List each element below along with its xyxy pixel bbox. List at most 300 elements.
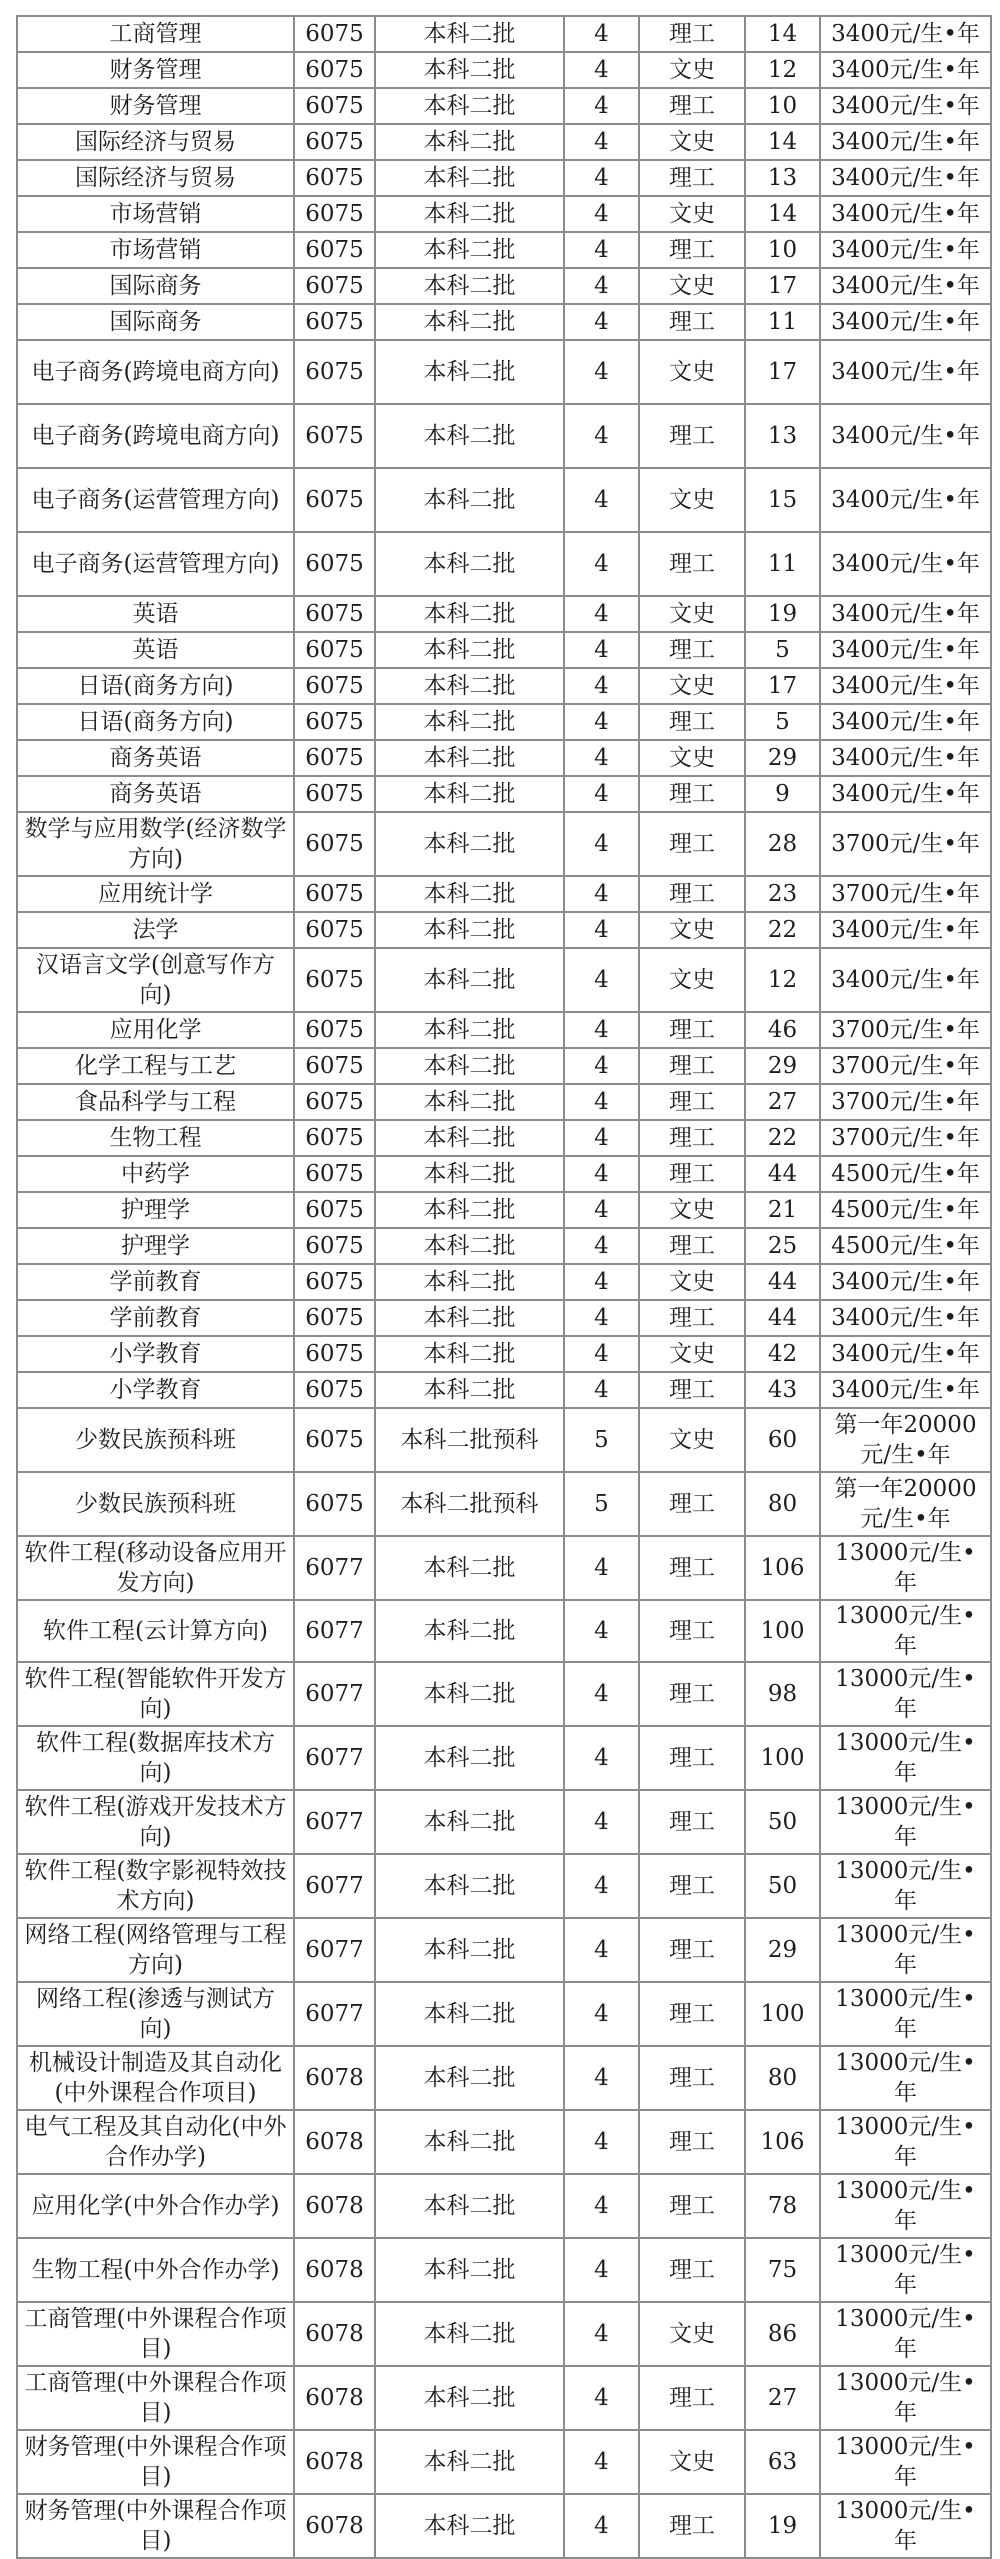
duration-years-cell: 4 [564,1084,639,1120]
duration-years-cell: 4 [564,596,639,632]
table-row [17,1300,991,1336]
duration-years-cell: 4 [564,304,639,340]
admission-batch-cell: 本科二批 [375,1536,564,1600]
tuition-fee-cell: 4500元/生•年 [820,1228,991,1264]
enrollment-count-cell: 17 [745,268,820,304]
admission-batch-cell: 本科二批 [375,2110,564,2174]
enrollment-count-cell: 10 [745,88,820,124]
table-row [17,52,991,88]
major-name-cell: 财务管理 [17,88,294,124]
major-name-cell: 电子商务(跨境电商方向) [17,404,294,468]
major-name-cell: 电子商务(运营管理方向) [17,468,294,532]
table-row [17,1228,991,1264]
tuition-fee-cell: 3400元/生•年 [820,468,991,532]
enrollment-count-cell: 100 [745,1982,820,2046]
enrollment-count-cell: 11 [745,532,820,596]
major-name-cell: 小学教育 [17,1372,294,1408]
admission-batch-cell: 本科二批 [375,2494,564,2558]
enrollment-count-cell: 80 [745,1472,820,1536]
admission-batch-cell: 本科二批 [375,1854,564,1918]
duration-years-cell: 4 [564,2046,639,2110]
major-name-cell: 商务英语 [17,776,294,812]
tuition-fee-cell: 3400元/生•年 [820,268,991,304]
duration-years-cell: 4 [564,812,639,876]
tuition-fee-cell: 13000元/生•年 [820,2110,991,2174]
duration-years-cell: 4 [564,740,639,776]
duration-years-cell: 4 [564,2302,639,2366]
admission-batch-cell: 本科二批 [375,232,564,268]
enrollment-count-cell: 44 [745,1300,820,1336]
major-name-cell: 生物工程(中外合作办学) [17,2238,294,2302]
major-name-cell: 软件工程(数据库技术方向) [17,1726,294,1790]
duration-years-cell: 4 [564,2238,639,2302]
program-code-cell: 6077 [294,1790,375,1854]
enrollment-count-cell: 9 [745,776,820,812]
program-code-cell: 6075 [294,160,375,196]
table-row [17,812,991,876]
table-row [17,2494,991,2558]
tuition-fee-cell: 3400元/生•年 [820,52,991,88]
duration-years-cell: 4 [564,1156,639,1192]
program-code-cell: 6077 [294,1600,375,1662]
program-code-cell: 6075 [294,776,375,812]
major-name-cell: 英语 [17,632,294,668]
subject-category-cell: 理工 [639,1120,745,1156]
enrollment-count-cell: 43 [745,1372,820,1408]
enrollment-count-cell: 14 [745,124,820,160]
duration-years-cell: 4 [564,1300,639,1336]
program-code-cell: 6077 [294,1982,375,2046]
subject-category-cell: 理工 [639,1300,745,1336]
admission-batch-cell: 本科二批预科 [375,1472,564,1536]
admission-batch-cell: 本科二批 [375,1156,564,1192]
major-name-cell: 日语(商务方向) [17,668,294,704]
major-name-cell: 市场营销 [17,196,294,232]
admission-batch-cell: 本科二批 [375,1336,564,1372]
table-row [17,1372,991,1408]
table-row [17,876,991,912]
major-name-cell: 应用化学(中外合作办学) [17,2174,294,2238]
enrollment-count-cell: 13 [745,160,820,196]
tuition-fee-cell: 13000元/生•年 [820,1854,991,1918]
enrollment-count-cell: 23 [745,876,820,912]
admission-batch-cell: 本科二批 [375,160,564,196]
subject-category-cell: 理工 [639,1982,745,2046]
table-row [17,1084,991,1120]
subject-category-cell: 理工 [639,876,745,912]
duration-years-cell: 4 [564,1600,639,1662]
tuition-fee-cell: 3400元/生•年 [820,532,991,596]
subject-category-cell: 理工 [639,2238,745,2302]
duration-years-cell: 4 [564,876,639,912]
table-row [17,2046,991,2110]
admission-batch-cell: 本科二批 [375,740,564,776]
major-name-cell: 软件工程(游戏开发技术方向) [17,1790,294,1854]
major-name-cell: 学前教育 [17,1300,294,1336]
subject-category-cell: 理工 [639,1600,745,1662]
major-name-cell: 电子商务(跨境电商方向) [17,340,294,404]
major-name-cell: 财务管理(中外课程合作项目) [17,2494,294,2558]
enrollment-count-cell: 5 [745,704,820,740]
major-name-cell: 应用统计学 [17,876,294,912]
enrollment-count-cell: 29 [745,1048,820,1084]
tuition-fee-cell: 4500元/生•年 [820,1192,991,1228]
tuition-fee-cell: 3400元/生•年 [820,340,991,404]
subject-category-cell: 理工 [639,1918,745,1982]
tuition-fee-cell: 3700元/生•年 [820,1120,991,1156]
table-row [17,1600,991,1662]
subject-category-cell: 理工 [639,88,745,124]
major-name-cell: 日语(商务方向) [17,704,294,740]
major-name-cell: 小学教育 [17,1336,294,1372]
table-row [17,776,991,812]
enrollment-count-cell: 44 [745,1264,820,1300]
program-code-cell: 6075 [294,632,375,668]
table-row [17,88,991,124]
tuition-fee-cell: 3400元/生•年 [820,88,991,124]
program-code-cell: 6075 [294,1048,375,1084]
duration-years-cell: 4 [564,160,639,196]
tuition-fee-cell: 13000元/生•年 [820,2302,991,2366]
enrollment-count-cell: 5 [745,632,820,668]
table-row [17,196,991,232]
program-code-cell: 6075 [294,912,375,948]
major-name-cell: 护理学 [17,1228,294,1264]
tuition-fee-cell: 13000元/生•年 [820,1918,991,1982]
tuition-fee-cell: 13000元/生•年 [820,2430,991,2494]
tuition-fee-cell: 3400元/生•年 [820,776,991,812]
enrollment-count-cell: 86 [745,2302,820,2366]
subject-category-cell: 理工 [639,2046,745,2110]
major-name-cell: 工商管理 [17,16,294,52]
table-row [17,1336,991,1372]
table-row [17,596,991,632]
tuition-fee-cell: 3400元/生•年 [820,304,991,340]
tuition-fee-cell: 13000元/生•年 [820,1790,991,1854]
admission-batch-cell: 本科二批 [375,52,564,88]
tuition-fee-cell: 13000元/生•年 [820,2174,991,2238]
program-code-cell: 6075 [294,1156,375,1192]
tuition-fee-cell: 3400元/生•年 [820,668,991,704]
admission-batch-cell: 本科二批 [375,1228,564,1264]
enrollment-count-cell: 46 [745,1012,820,1048]
tuition-fee-cell: 3400元/生•年 [820,196,991,232]
admission-batch-cell: 本科二批 [375,632,564,668]
subject-category-cell: 理工 [639,232,745,268]
admission-batch-cell: 本科二批 [375,1982,564,2046]
major-name-cell: 化学工程与工艺 [17,1048,294,1084]
enrollment-count-cell: 25 [745,1228,820,1264]
program-code-cell: 6078 [294,2238,375,2302]
program-code-cell: 6078 [294,2430,375,2494]
subject-category-cell: 文史 [639,52,745,88]
major-name-cell: 市场营销 [17,232,294,268]
table-row [17,740,991,776]
major-name-cell: 中药学 [17,1156,294,1192]
table-row [17,1156,991,1192]
admission-batch-cell: 本科二批 [375,532,564,596]
program-code-cell: 6075 [294,1408,375,1472]
table-row [17,948,991,1012]
program-code-cell: 6075 [294,16,375,52]
table-row [17,1192,991,1228]
table-row [17,1662,991,1726]
tuition-fee-cell: 3400元/生•年 [820,1264,991,1300]
duration-years-cell: 4 [564,1048,639,1084]
program-code-cell: 6075 [294,1012,375,1048]
table-row [17,704,991,740]
subject-category-cell: 文史 [639,596,745,632]
duration-years-cell: 5 [564,1408,639,1472]
admission-batch-cell: 本科二批预科 [375,1408,564,1472]
duration-years-cell: 4 [564,1918,639,1982]
subject-category-cell: 文史 [639,948,745,1012]
program-code-cell: 6075 [294,304,375,340]
subject-category-cell: 理工 [639,1790,745,1854]
admission-batch-cell: 本科二批 [375,776,564,812]
admission-batch-cell: 本科二批 [375,1662,564,1726]
tuition-fee-cell: 3400元/生•年 [820,912,991,948]
major-name-cell: 财务管理(中外课程合作项目) [17,2430,294,2494]
major-name-cell: 电气工程及其自动化(中外合作办学) [17,2110,294,2174]
program-code-cell: 6075 [294,1228,375,1264]
admission-batch-cell: 本科二批 [375,196,564,232]
major-name-cell: 国际商务 [17,304,294,340]
program-code-cell: 6075 [294,1300,375,1336]
subject-category-cell: 理工 [639,1854,745,1918]
tuition-fee-cell: 13000元/生•年 [820,1600,991,1662]
subject-category-cell: 理工 [639,1048,745,1084]
subject-category-cell: 文史 [639,668,745,704]
subject-category-cell: 理工 [639,1472,745,1536]
major-name-cell: 国际经济与贸易 [17,124,294,160]
subject-category-cell: 理工 [639,704,745,740]
program-code-cell: 6075 [294,1084,375,1120]
duration-years-cell: 4 [564,340,639,404]
admission-batch-cell: 本科二批 [375,1012,564,1048]
major-name-cell: 财务管理 [17,52,294,88]
admission-batch-cell: 本科二批 [375,596,564,632]
tuition-fee-cell: 3700元/生•年 [820,876,991,912]
tuition-fee-cell: 3400元/生•年 [820,704,991,740]
duration-years-cell: 4 [564,404,639,468]
table-row [17,340,991,404]
duration-years-cell: 4 [564,196,639,232]
duration-years-cell: 4 [564,2174,639,2238]
major-name-cell: 工商管理(中外课程合作项目) [17,2302,294,2366]
program-code-cell: 6075 [294,876,375,912]
tuition-fee-cell: 第一年20000元/生•年 [820,1408,991,1472]
program-code-cell: 6077 [294,1662,375,1726]
duration-years-cell: 4 [564,468,639,532]
admission-batch-cell: 本科二批 [375,1790,564,1854]
major-name-cell: 英语 [17,596,294,632]
subject-category-cell: 理工 [639,160,745,196]
duration-years-cell: 4 [564,2494,639,2558]
tuition-fee-cell: 3400元/生•年 [820,948,991,1012]
major-name-cell: 国际商务 [17,268,294,304]
enrollment-count-cell: 106 [745,2110,820,2174]
tuition-fee-cell: 3400元/生•年 [820,124,991,160]
program-code-cell: 6075 [294,532,375,596]
subject-category-cell: 文史 [639,912,745,948]
enrollment-count-cell: 15 [745,468,820,532]
subject-category-cell: 理工 [639,1726,745,1790]
duration-years-cell: 4 [564,704,639,740]
enrollment-count-cell: 12 [745,948,820,1012]
table-row [17,532,991,596]
admission-batch-cell: 本科二批 [375,268,564,304]
admission-batch-cell: 本科二批 [375,2174,564,2238]
table-row [17,1536,991,1600]
program-code-cell: 6077 [294,1536,375,1600]
program-code-cell: 6075 [294,1192,375,1228]
table-row [17,16,991,52]
tuition-fee-cell: 3400元/生•年 [820,404,991,468]
subject-category-cell: 理工 [639,1156,745,1192]
program-code-cell: 6078 [294,2302,375,2366]
subject-category-cell: 理工 [639,632,745,668]
program-code-cell: 6075 [294,268,375,304]
major-name-cell: 应用化学 [17,1012,294,1048]
program-code-cell: 6075 [294,1264,375,1300]
tuition-fee-cell: 13000元/生•年 [820,1982,991,2046]
admission-batch-cell: 本科二批 [375,1264,564,1300]
subject-category-cell: 理工 [639,2174,745,2238]
enrollment-count-cell: 19 [745,2494,820,2558]
major-name-cell: 软件工程(智能软件开发方向) [17,1662,294,1726]
tuition-fee-cell: 3400元/生•年 [820,160,991,196]
major-name-cell: 少数民族预科班 [17,1408,294,1472]
tuition-fee-cell: 3700元/生•年 [820,1012,991,1048]
tuition-fee-cell: 3400元/生•年 [820,740,991,776]
tuition-fee-cell: 13000元/生•年 [820,2238,991,2302]
subject-category-cell: 理工 [639,1012,745,1048]
table-row [17,912,991,948]
duration-years-cell: 4 [564,632,639,668]
enrollment-count-cell: 22 [745,912,820,948]
admission-batch-cell: 本科二批 [375,1726,564,1790]
tuition-fee-cell: 3400元/生•年 [820,1300,991,1336]
enrollment-count-cell: 17 [745,668,820,704]
tuition-fee-cell: 3700元/生•年 [820,1084,991,1120]
program-code-cell: 6078 [294,2110,375,2174]
tuition-fee-cell: 13000元/生•年 [820,2366,991,2430]
duration-years-cell: 4 [564,912,639,948]
table-row [17,268,991,304]
tuition-fee-cell: 4500元/生•年 [820,1156,991,1192]
enrollment-count-cell: 50 [745,1790,820,1854]
duration-years-cell: 4 [564,124,639,160]
enrollment-count-cell: 21 [745,1192,820,1228]
major-name-cell: 数学与应用数学(经济数学方向) [17,812,294,876]
subject-category-cell: 理工 [639,1228,745,1264]
enrollment-count-cell: 12 [745,52,820,88]
duration-years-cell: 4 [564,1372,639,1408]
table-row [17,2430,991,2494]
table-row [17,1012,991,1048]
program-code-cell: 6075 [294,948,375,1012]
admission-batch-cell: 本科二批 [375,16,564,52]
program-code-cell: 6075 [294,468,375,532]
subject-category-cell: 理工 [639,2366,745,2430]
admission-batch-cell: 本科二批 [375,1084,564,1120]
subject-category-cell: 文史 [639,1192,745,1228]
table-row [17,304,991,340]
duration-years-cell: 4 [564,1726,639,1790]
enrollment-count-cell: 14 [745,16,820,52]
admission-batch-cell: 本科二批 [375,668,564,704]
duration-years-cell: 4 [564,1336,639,1372]
enrollment-count-cell: 19 [745,596,820,632]
subject-category-cell: 文史 [639,2302,745,2366]
enrollment-count-cell: 78 [745,2174,820,2238]
duration-years-cell: 4 [564,52,639,88]
program-code-cell: 6075 [294,340,375,404]
enrollment-count-cell: 22 [745,1120,820,1156]
table-row [17,232,991,268]
program-code-cell: 6075 [294,232,375,268]
table-row [17,632,991,668]
enrollment-count-cell: 50 [745,1854,820,1918]
subject-category-cell: 理工 [639,304,745,340]
subject-category-cell: 理工 [639,1662,745,1726]
major-name-cell: 汉语言文学(创意写作方向) [17,948,294,1012]
enrollment-count-cell: 60 [745,1408,820,1472]
tuition-fee-cell: 3400元/生•年 [820,232,991,268]
subject-category-cell: 理工 [639,2110,745,2174]
duration-years-cell: 4 [564,668,639,704]
tuition-fee-cell: 3700元/生•年 [820,812,991,876]
enrollment-count-cell: 75 [745,2238,820,2302]
enrollment-count-cell: 14 [745,196,820,232]
duration-years-cell: 4 [564,2366,639,2430]
duration-years-cell: 4 [564,1192,639,1228]
table-row [17,1472,991,1536]
admission-batch-cell: 本科二批 [375,124,564,160]
major-name-cell: 国际经济与贸易 [17,160,294,196]
program-code-cell: 6078 [294,2494,375,2558]
duration-years-cell: 4 [564,2430,639,2494]
table-row [17,2302,991,2366]
program-code-cell: 6075 [294,812,375,876]
tuition-fee-cell: 13000元/生•年 [820,1726,991,1790]
major-name-cell: 软件工程(移动设备应用开发方向) [17,1536,294,1600]
table-row [17,1982,991,2046]
program-code-cell: 6075 [294,404,375,468]
program-code-cell: 6075 [294,1336,375,1372]
major-name-cell: 网络工程(网络管理与工程方向) [17,1918,294,1982]
major-name-cell: 生物工程 [17,1120,294,1156]
admission-batch-cell: 本科二批 [375,912,564,948]
table-row [17,1918,991,1982]
table-row [17,1726,991,1790]
subject-category-cell: 文史 [639,124,745,160]
subject-category-cell: 文史 [639,1336,745,1372]
admission-batch-cell: 本科二批 [375,876,564,912]
program-code-cell: 6075 [294,124,375,160]
tuition-fee-cell: 3400元/生•年 [820,1372,991,1408]
tuition-fee-cell: 3400元/生•年 [820,596,991,632]
program-code-cell: 6075 [294,88,375,124]
program-code-cell: 6078 [294,2366,375,2430]
admission-batch-cell: 本科二批 [375,468,564,532]
program-code-cell: 6078 [294,2046,375,2110]
table-row [17,2366,991,2430]
admission-batch-cell: 本科二批 [375,1300,564,1336]
subject-category-cell: 文史 [639,1264,745,1300]
major-name-cell: 工商管理(中外课程合作项目) [17,2366,294,2430]
